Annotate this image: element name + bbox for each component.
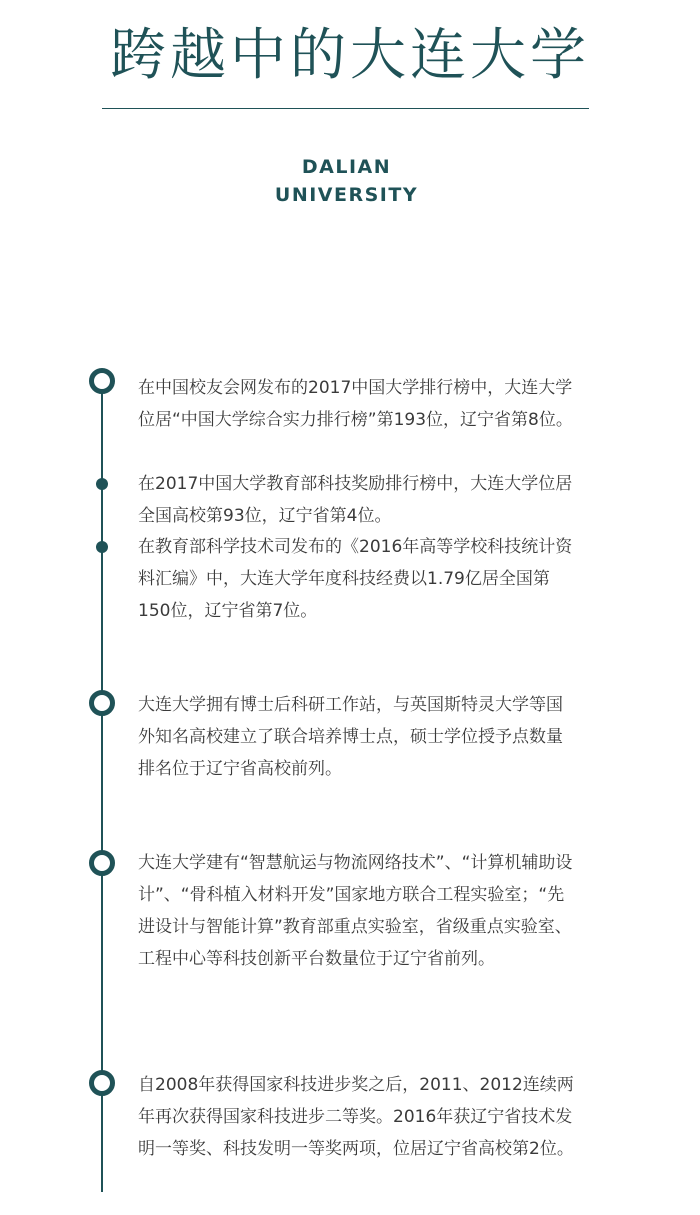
timeline-item-text: 在教育部科学技术司发布的《2016年高等学校科技统计资料汇编》中，大连大学年度科技经费以1.79亿居全国第150位，辽宁省第7位。 [138,537,573,621]
subtitle-line-2: UNIVERSITY [274,184,419,206]
timeline-ring-marker [89,368,115,394]
timeline-dot-marker [96,541,108,553]
title-divider [102,108,589,109]
timeline-item-text: 大连大学拥有博士后科研工作站，与英国斯特灵大学等国外知名高校建立了联合培养博士点，硕士学位授予点数量排名位于辽宁省高校前列。 [138,695,563,779]
timeline-item-text: 在2017中国大学教育部科技奖励排行榜中，大连大学位居全国高校第93位，辽宁省第4位。 [138,474,573,526]
timeline-item-text: 大连大学建有“智慧航运与物流网络技术”、“计算机辅助设计”、“骨科植入材料开发”国家地方联合工程实验室；“先进设计与智能计算”教育部重点实验室，省级重点实验室、工程中心等科技创新平台数量位于辽宁省前列。 [138,853,573,969]
timeline-ring-marker [89,690,115,716]
subtitle [0,153,693,209]
subtitle-line-1: DALIAN [301,156,392,178]
timeline-item-text: 在中国校友会网发布的2017中国大学排行榜中，大连大学位居“中国大学综合实力排行榜”第193位，辽宁省第8位。 [138,378,573,430]
page-title: 跨越中的大连大学 [110,23,590,88]
timeline-dot-marker [96,478,108,490]
timeline-ring-marker [89,1070,115,1096]
timeline-ring-marker [89,850,115,876]
timeline-item-text: 自2008年获得国家科技进步奖之后，2011、2012连续两年再次获得国家科技进步二等奖。2016年获辽宁省技术发明一等奖、科技发明一等奖两项，位居辽宁省高校第2位。 [138,1075,574,1159]
